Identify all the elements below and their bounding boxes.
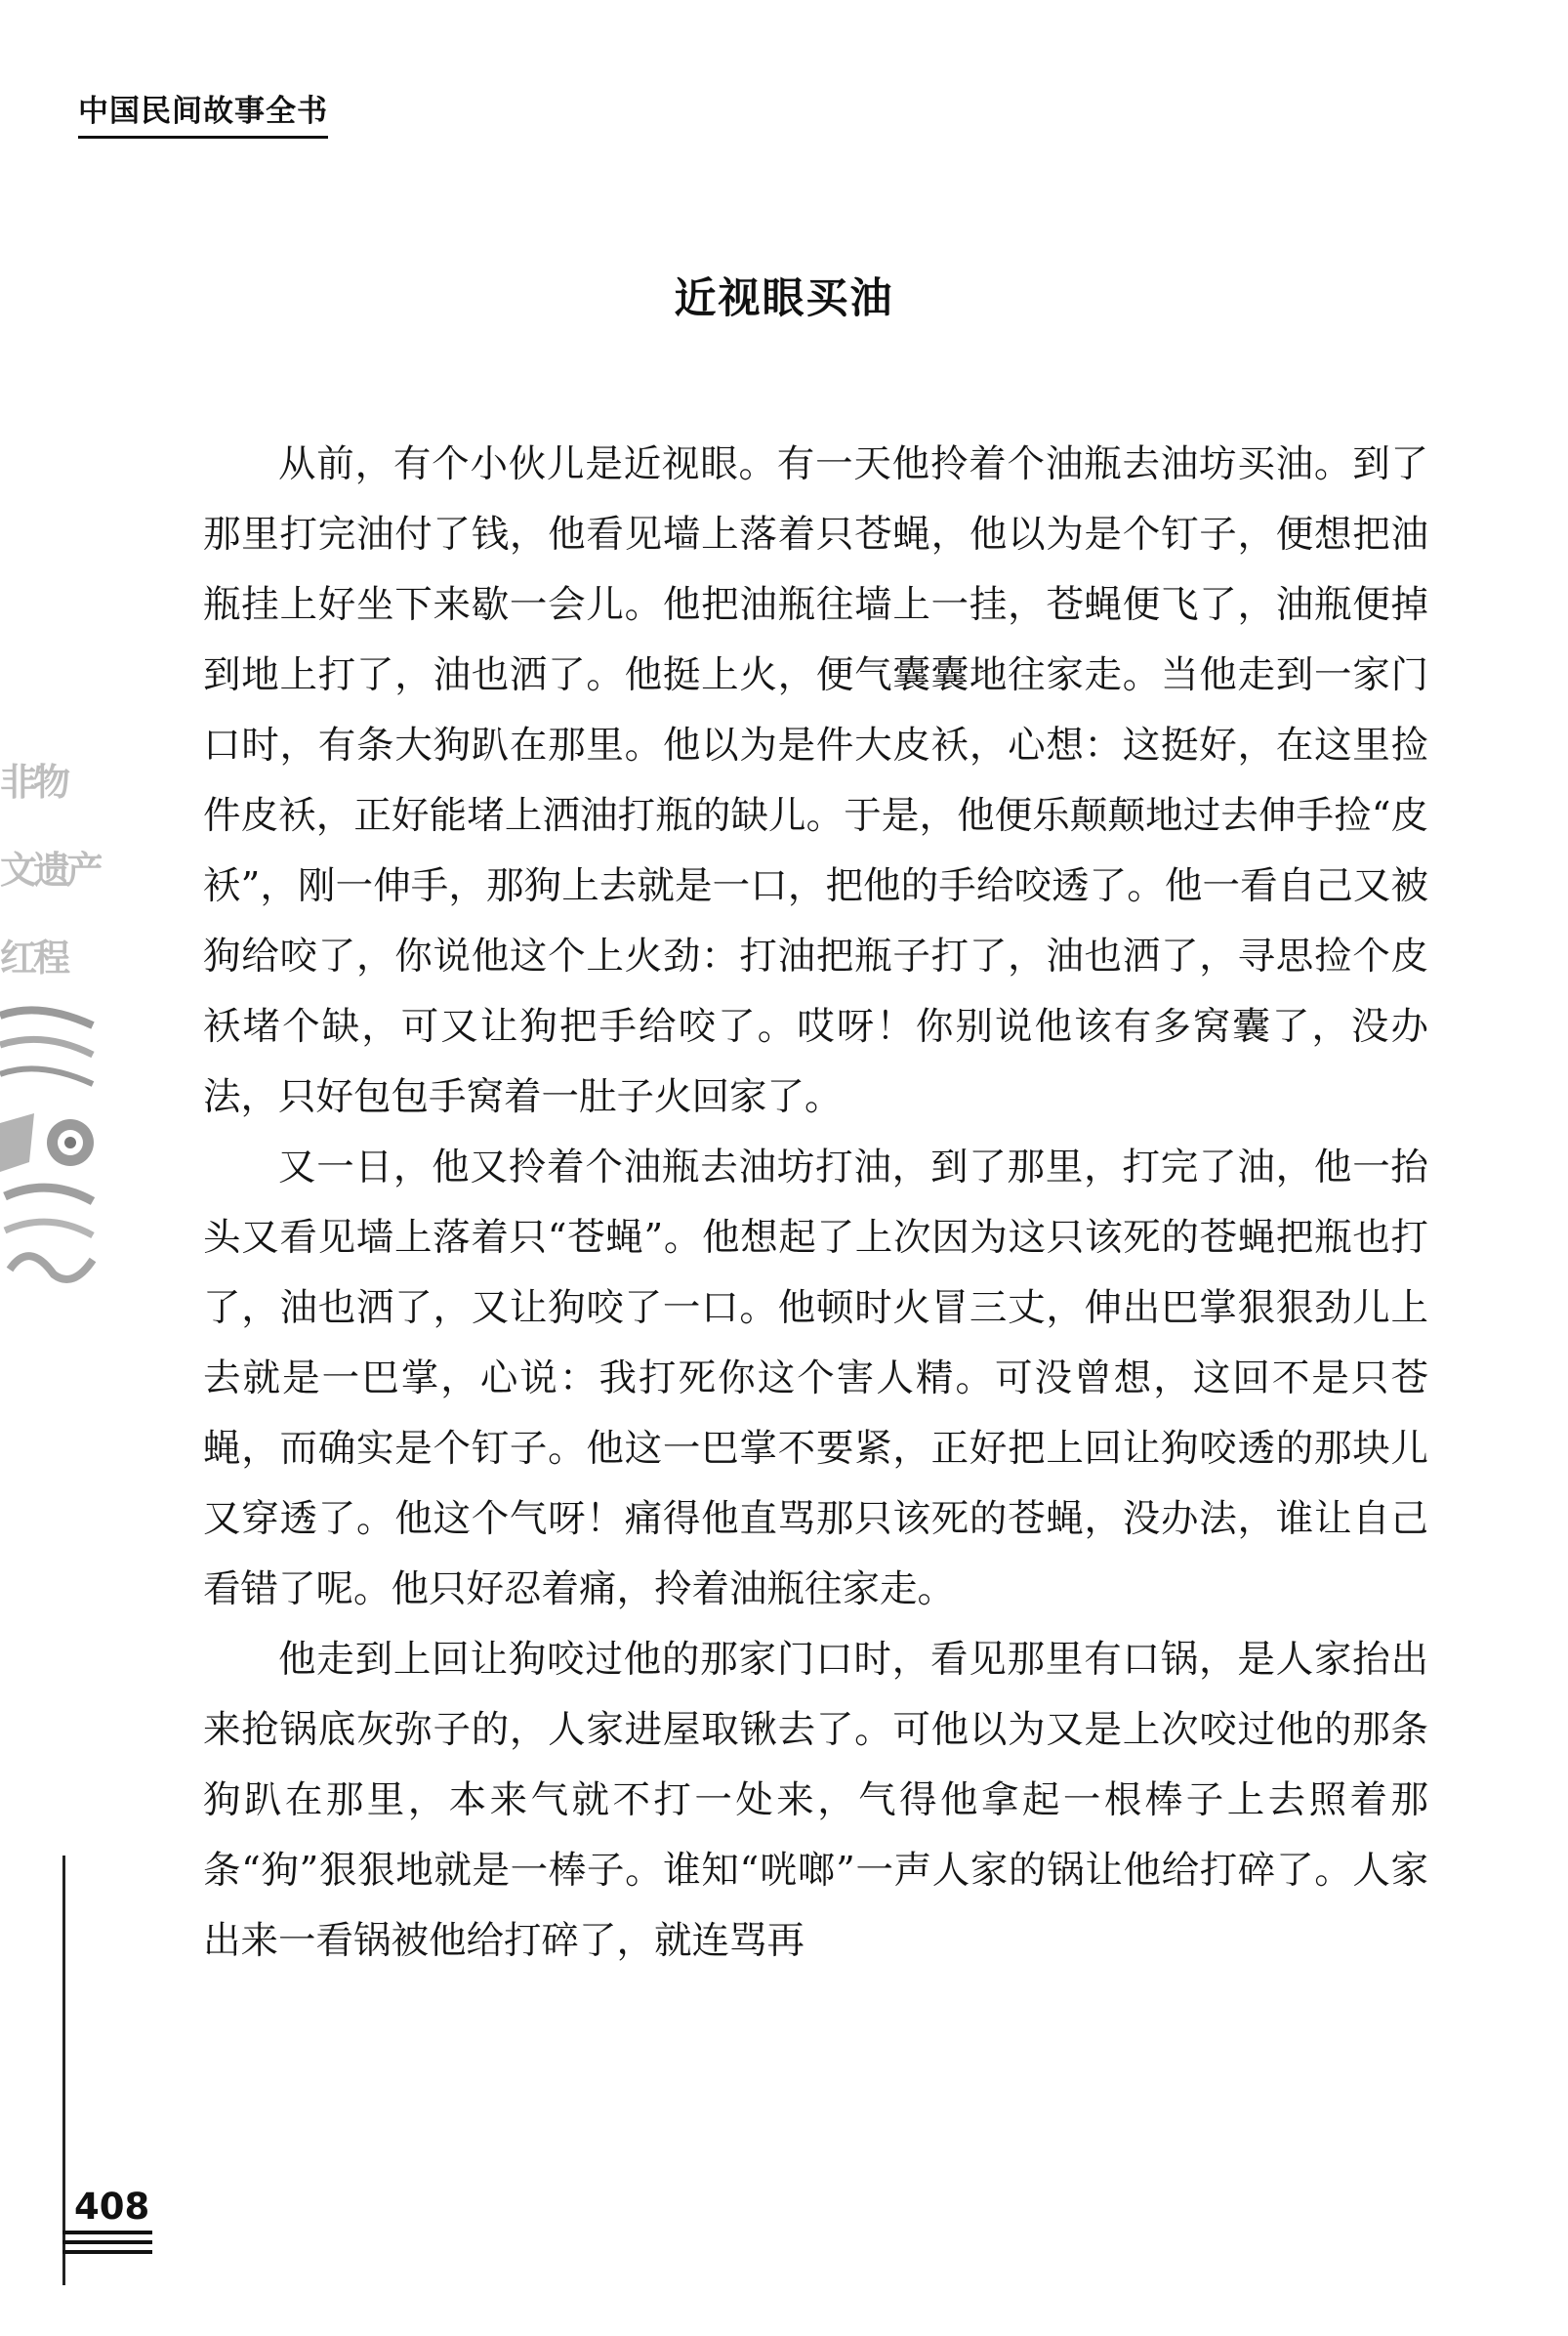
paragraph: 从前，有个小伙儿是近视眼。有一天他拎着个油瓶去油坊买油。到了那里打完油付了钱，他看见墙上落着只苍蝇，他以为是个钉子，便想把油瓶挂上好坐下来歇一会儿。他把油瓶往墙上一挂，苍蝇便飞了，油瓶便掉到地上打了，油也洒了。他挺上火，便气囊囊地往家走。当他走到一家门口时，有条大狗趴在那里。他以为是件大皮袄，心想：这挺好，在这里捡件皮袄，正好能堵上洒油打瓶的缺儿。于是，他便乐颠颠地过去伸手捡“皮袄”，刚一伸手，那狗上去就是一口，把他的手给咬透了。他一看自己又被狗给咬了，你说他这个上火劲：打油把瓶子打了，油也洒了，寻思捡个皮袄堵个缺，可又让狗把手给咬了。哎呀！你别说他该有多窝囊了，没办法，只好包包手窝着一肚子火回家了。: [203, 442, 1428, 1119]
page-number-rule: [62, 2250, 152, 2254]
side-decoration: [0, 752, 101, 1299]
story-title: 近视眼买油: [674, 274, 894, 323]
side-text-line: 文遗产: [0, 849, 101, 892]
page-number-rule: [62, 2240, 152, 2244]
side-text-line: 非物: [0, 761, 67, 804]
page-number: 408: [74, 2186, 150, 2228]
ornament-pattern-icon: [0, 996, 98, 1299]
side-text-line: 红程: [0, 937, 67, 980]
story-body: [203, 430, 1428, 1977]
paragraph: 又一日，他又拎着个油瓶去油坊打油，到了那里，打完了油，他一抬头又看见墙上落着只“苍蝇”。他想起了上次因为这只该死的苍蝇把瓶也打了，油也洒了，又让狗咬了一口。他顿时火冒三丈，伸出巴掌狠狠劲儿上去就是一巴掌，心说：我打死你这个害人精。可没曾想，这回不是只苍蝇，而确实是个钉子。他这一巴掌不要紧，正好把上回让狗咬透的那块儿又穿透了。他这个气呀！痛得他直骂那只该死的苍蝇，没办法，谁让自己看错了呢。他只好忍着痛，拎着油瓶往家走。: [203, 1146, 1428, 1611]
running-head: 中国民间故事全书: [78, 86, 328, 139]
paragraph: 他走到上回让狗咬过他的那家门口时，看见那里有口锅，是人家抬出来抢锅底灰弥子的，人家进屋取锹去了。可他以为又是上次咬过他的那条狗趴在那里，本来气就不打一处来，气得他拿起一根棒子上去照着那条“狗”狠狠地就是一棒子。谁知“咣啷”一声人家的锅让他给打碎了。人家出来一看锅被他给打碎了，就连骂再: [203, 1638, 1428, 1963]
page-number-rule: [62, 2231, 152, 2234]
margin-rule: [62, 1856, 65, 2285]
